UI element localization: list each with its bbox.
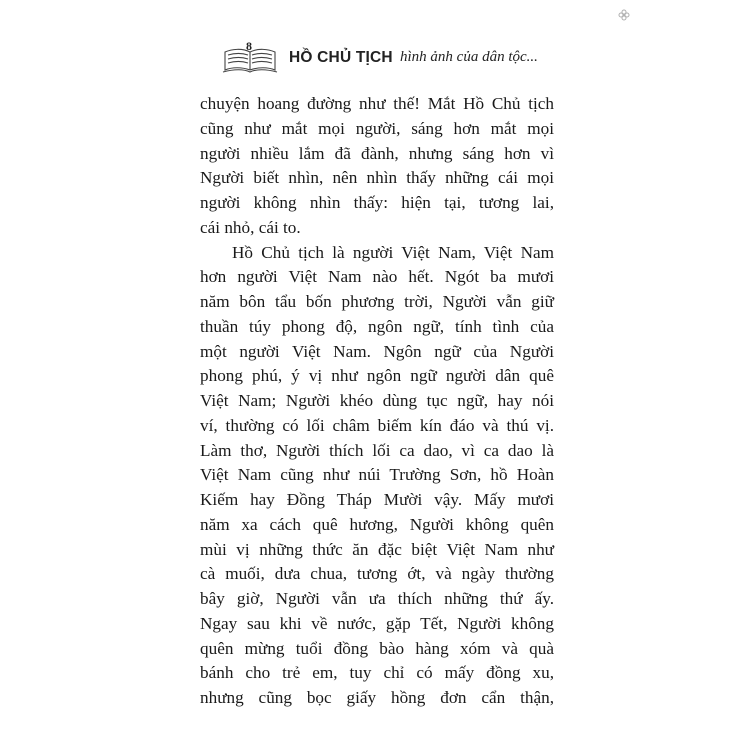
text-line: năm xa cách quê hương, Người không quên [200, 514, 554, 534]
text-line: nhưng cũng bọc giấy hồng đơn cẩn thận, [200, 688, 554, 707]
text-line: Làm thơ, Người thích lối ca dao, vì ca dao là [200, 440, 554, 460]
running-title: HỒ CHỦ TỊCH [289, 49, 393, 66]
text-line: Việt Nam cũng như núi Trường Sơn, hồ Hoàn [200, 465, 554, 485]
text-line: Việt Nam; Người khéo dùng tục ngữ, hay nói [200, 391, 554, 410]
text-line: cũng như mắt mọi người, sáng hơn mắt mọi [200, 118, 554, 138]
running-header [222, 40, 722, 74]
text-line: Kiếm hay Đồng Tháp Mười vậy. Mấy mươi [200, 490, 554, 509]
text-line: người nhiều lắm đã đành, nhưng sáng hơn vì [200, 143, 554, 163]
text-line: cà muối, dưa chua, tương ớt, và ngày thường [200, 564, 554, 584]
text-line: phong phú, ý vị như ngôn ngữ người dân quê [200, 366, 554, 386]
text-line: một người Việt Nam. Ngôn ngữ của Người [200, 341, 554, 361]
text-line: thuần túy phong độ, ngôn ngữ, tính tình của [200, 316, 554, 336]
text-line: Ngay sau khi về nước, gặp Tết, Người không [200, 613, 554, 633]
text-line: bây giờ, Người vẫn ưa thích những thứ ấy. [200, 589, 554, 608]
text-line: năm bôn tẩu bốn phương trời, Người vẫn giữ [200, 292, 554, 311]
text-line: Người biết nhìn, nên nhìn thấy những cái mọi [200, 168, 554, 188]
text-line: mùi vị những thức ăn đặc biệt Việt Nam như [200, 539, 554, 559]
text-line: bánh cho trẻ em, tuy chỉ có mấy đồng xu, [200, 663, 554, 683]
page-number: 8 [246, 39, 252, 53]
text-line: chuyện hoang đường như thế! Mắt Hồ Chủ tịch [200, 94, 554, 113]
text-line: hơn người Việt Nam nào hết. Ngót ba mươi [200, 267, 554, 287]
text-line: quên mừng tuổi đồng bào hàng xóm và quà [200, 638, 554, 658]
body-text [200, 92, 554, 711]
text-line: người không nhìn thấy: hiện tại, tương lai, [200, 193, 554, 212]
text-line: Hồ Chủ tịch là người Việt Nam, Việt Nam [232, 242, 554, 262]
text-line: ví, thường có lối châm biếm kín đáo và thú vị. [200, 415, 554, 435]
flower-icon [618, 9, 630, 21]
text-line: cái nhỏ, cái to. [200, 217, 301, 237]
running-subtitle: hình ảnh của dân tộc... [400, 49, 538, 65]
